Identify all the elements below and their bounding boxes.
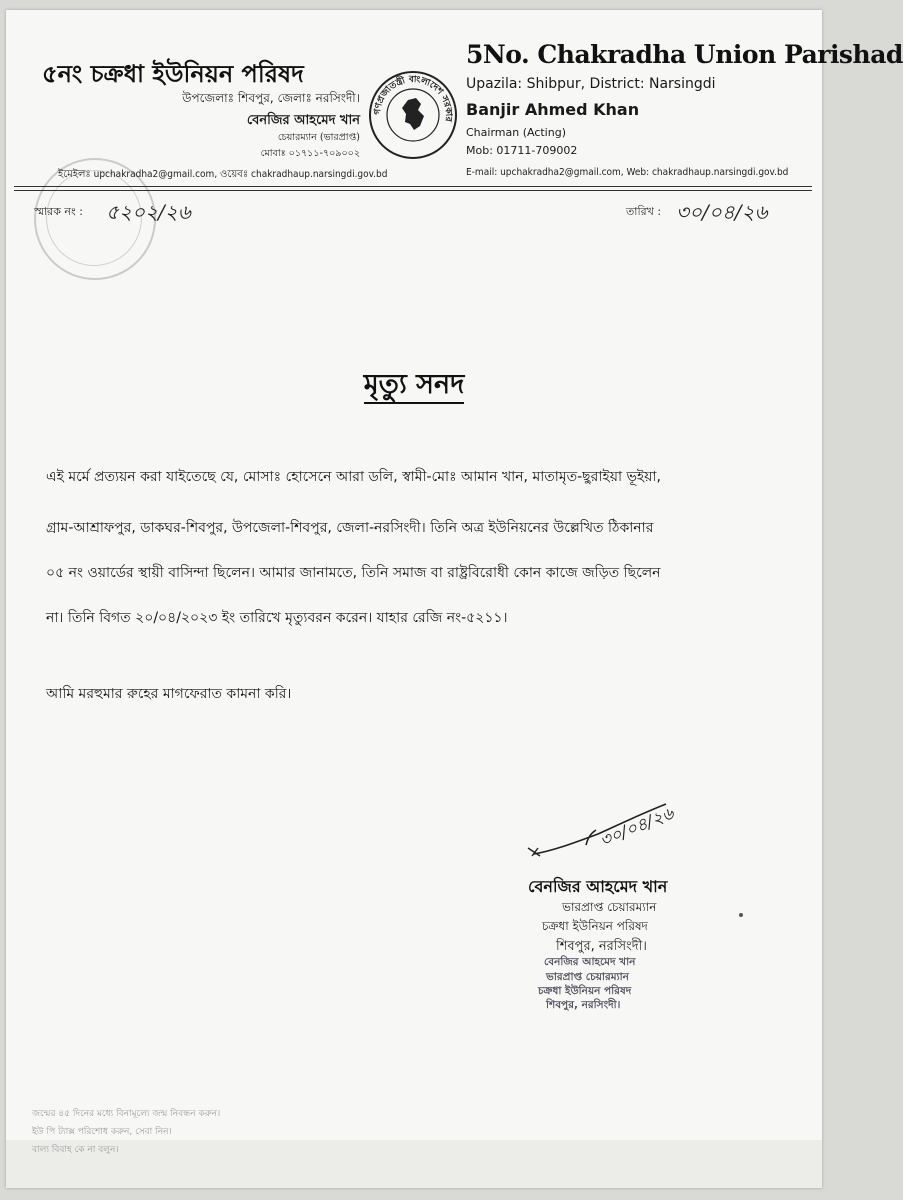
footer-note-3: বাল্য বিবাহ কে না বলুন।	[32, 1145, 119, 1155]
header-en-upazila: Upazila: Shibpur, District: Narsingdi	[466, 76, 716, 92]
memo-number: ৫২০২/২৬	[106, 200, 191, 224]
footer-note-1: জন্মের ৪৫ দিনের মধ্যে বিনামূল্যে জন্ম নিবন্ধন করুন।	[32, 1109, 221, 1119]
certificate-page	[6, 10, 903, 1188]
ink-speck	[739, 913, 743, 917]
body-line-3: ০৫ নং ওয়ার্ডের স্থায়ী বাসিন্দা ছিলেন। আমার জানামতে, তিনি সমাজ বা রাষ্ট্রবিরোধী কোন কাজে জড়িত ছিলেন	[46, 565, 661, 581]
signatory-title: ভারপ্রাপ্ত চেয়ারম্যান	[562, 900, 657, 914]
stamp-title: ভারপ্রাপ্ত চেয়ারম্যান	[546, 971, 629, 983]
stamp-name: বেনজির আহমেদ খান	[544, 956, 636, 968]
header-divider-bottom	[14, 190, 812, 191]
header-bn-chairman-name: বেনজির আহমেদ খান	[246, 113, 360, 128]
signatory-name: বেনজির আহমেদ খান	[528, 877, 668, 896]
signatory-org: চক্রধা ইউনিয়ন পরিষদ	[542, 919, 648, 933]
closing-line: আমি মরহুমার রুহের মাগফেরাত কামনা করি।	[46, 686, 292, 702]
government-seal	[368, 70, 458, 160]
header-divider-top	[14, 186, 812, 187]
footer-note-2: ইউ পি ট্যাক্স পরিশোধ করুন, সেবা নিন।	[32, 1127, 172, 1137]
body-line-2: গ্রাম-আশ্রাফপুর, ডাকঘর-শিবপুর, উপজেলা-শিবপুর, জেলা-নরসিংদী। তিনি অত্র ইউনিয়নের উল্লেখিত ঠিকানার	[46, 520, 654, 536]
header-en-chairman-name: Banjir Ahmed Khan	[466, 100, 640, 119]
memo-label: স্মারক নং :	[34, 205, 83, 218]
signature-date: ৩০/০৪/২৬	[597, 803, 677, 852]
seal-text: গণপ্রজাতন্ত্রী বাংলাদেশ সরকার	[372, 74, 454, 123]
header-en-title: 5No. Chakradha Union Parishad	[466, 40, 903, 69]
header-bn-upazila: উপজেলাঃ শিবপুর, জেলাঃ নরসিংদী।	[182, 91, 360, 105]
header-en-mobile: Mob: 01711-709002	[466, 144, 578, 157]
footer-band	[6, 1140, 822, 1188]
date-value: ৩০/০৪/২৬	[676, 200, 768, 224]
date-label: তারিখ :	[626, 205, 662, 218]
header-en-email-web: E-mail: upchakradha2@gmail.com, Web: chakradhaup.narsingdi.gov.bd	[466, 167, 789, 178]
header-bn-mobile: মোবাঃ ০১৭১১-৭০৯০০২	[260, 148, 360, 159]
body-line-1: এই মর্মে প্রত্যয়ন করা যাইতেছে যে, মোসাঃ হোসেনে আরা ডলি, স্বামী-মোঃ আমান খান, মাতামৃত-ছুরাইয়া ভূইয়া,	[46, 469, 661, 485]
body-line-4: না। তিনি বিগত ২০/০৪/২০২৩ ইং তারিখে মৃত্যুবরন করেন। যাহার রেজি নং-৫২১১।	[46, 610, 508, 626]
stamp-place: শিবপুর, নরসিংদী।	[546, 999, 621, 1011]
header-en-chairman-title: Chairman (Acting)	[466, 126, 566, 139]
header-bn-chairman-title: চেয়ারম্যান (ভারপ্রাপ্ত)	[277, 132, 360, 143]
signatory-place: শিবপুর, নরসিংদী।	[556, 939, 647, 954]
header-bn-title: ৫নং চক্রধা ইউনিয়ন পরিষদ	[42, 60, 304, 88]
stamp-org: চক্রধা ইউনিয়ন পরিষদ	[538, 985, 632, 997]
header-bn-email-web: ইমেইলঃ upchakradha2@gmail.com, ওয়েবঃ chakradhaup.narsingdi.gov.bd	[58, 169, 388, 180]
document-title: মৃত্যু সনদ	[6, 364, 822, 409]
